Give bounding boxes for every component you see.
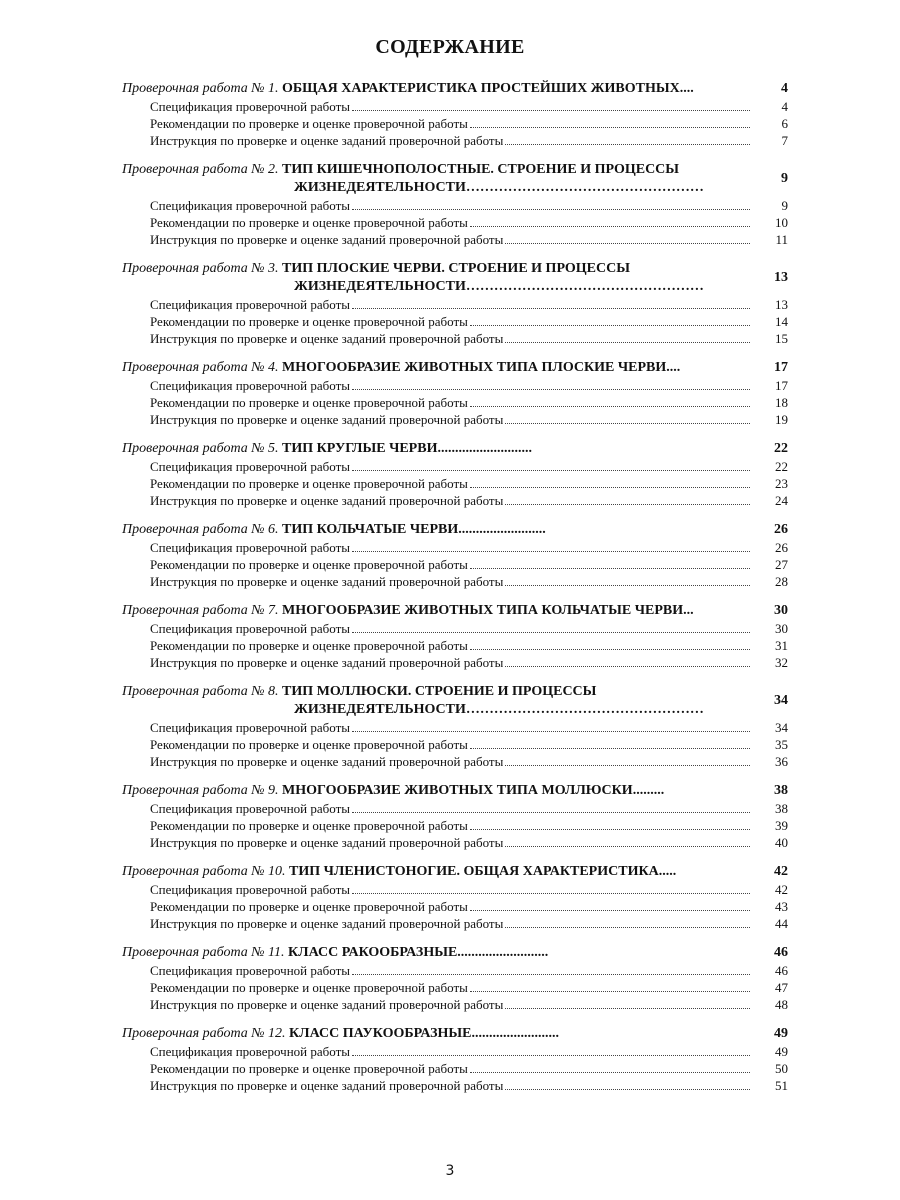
- entry-text: Рекомендации по проверке и оценке проверочной работы: [150, 314, 468, 329]
- entry-page: 14: [775, 314, 788, 329]
- toc-section-heading[interactable]: [122, 863, 788, 881]
- dot-leader: ……………………………………………: [465, 702, 704, 717]
- dot-leader: .........................: [458, 522, 546, 537]
- dot-leader: [470, 1072, 750, 1073]
- entry-text: Спецификация проверочной работы: [150, 378, 351, 393]
- toc-section: [122, 260, 788, 347]
- entry-text: Рекомендации по проверке и оценке проверочной работы: [150, 116, 468, 131]
- entry-text: Рекомендации по проверке и оценке проверочной работы: [150, 638, 468, 653]
- entry-page: 43: [775, 899, 788, 914]
- toc-entry[interactable]: [122, 719, 788, 736]
- section-page: 46: [774, 945, 788, 960]
- section-name: КЛАСС ПАУКООБРАЗНЫЕ: [289, 1026, 472, 1041]
- toc-section-heading[interactable]: [122, 440, 788, 458]
- toc-section-heading[interactable]: [122, 260, 788, 296]
- entry-page: 11: [775, 232, 788, 247]
- entry-page: 36: [775, 754, 788, 769]
- entry-text: Рекомендации по проверке и оценке проверочной работы: [150, 980, 468, 995]
- dot-leader: .........................: [471, 1026, 560, 1041]
- dot-leader: [470, 991, 750, 992]
- toc-entry[interactable]: [122, 817, 788, 834]
- dot-leader: [505, 765, 750, 766]
- entry-text: Рекомендации по проверке и оценке проверочной работы: [150, 899, 468, 914]
- entry-text: Инструкция по проверке и оценке заданий проверочной работы: [150, 133, 504, 148]
- entry-page: 6: [781, 116, 788, 131]
- toc-entry[interactable]: [122, 214, 788, 231]
- toc-section-heading[interactable]: [122, 683, 788, 719]
- dot-leader: ……………………………………………: [465, 180, 704, 195]
- section-page: 42: [774, 864, 788, 879]
- entry-page: 4: [781, 99, 788, 114]
- entry-page: 28: [775, 574, 788, 589]
- entry-page: 42: [775, 882, 788, 897]
- dot-leader: [470, 406, 750, 407]
- section-name: МНОГООБРАЗИЕ ЖИВОТНЫХ ТИПА КОЛЬЧАТЫЕ ЧЕРВИ: [282, 603, 684, 618]
- section-label: Проверочная работа № 10.: [122, 864, 286, 879]
- entry-page: 35: [775, 737, 788, 752]
- dot-leader: [352, 632, 750, 633]
- table-of-contents: [122, 80, 788, 1106]
- entry-text: Спецификация проверочной работы: [150, 621, 351, 636]
- section-label: Проверочная работа № 5.: [122, 441, 279, 456]
- toc-entry[interactable]: [122, 492, 788, 509]
- dot-leader: [470, 325, 750, 326]
- section-name: МНОГООБРАЗИЕ ЖИВОТНЫХ ТИПА МОЛЛЮСКИ: [282, 783, 633, 798]
- section-page: 26: [774, 522, 788, 537]
- entry-text: Рекомендации по проверке и оценке проверочной работы: [150, 476, 468, 491]
- toc-entry[interactable]: [122, 573, 788, 590]
- toc-entry[interactable]: [122, 654, 788, 671]
- dot-leader: [352, 209, 750, 210]
- section-name-continued: ЖИЗНЕДЕЯТЕЛЬНОСТИ: [294, 279, 466, 294]
- entry-page: 30: [775, 621, 788, 636]
- section-label: Проверочная работа № 11.: [122, 945, 285, 960]
- entry-text: Рекомендации по проверке и оценке проверочной работы: [150, 737, 468, 752]
- section-name-continued: ЖИЗНЕДЕЯТЕЛЬНОСТИ: [294, 702, 466, 717]
- dot-leader: [505, 1008, 750, 1009]
- section-page: 4: [781, 81, 788, 96]
- section-page: 17: [774, 360, 788, 375]
- entry-text: Инструкция по проверке и оценке заданий проверочной работы: [150, 232, 504, 247]
- dot-leader: [352, 308, 750, 309]
- section-label: Проверочная работа № 1.: [122, 81, 279, 96]
- entry-page: 50: [775, 1061, 788, 1076]
- entry-page: 46: [775, 963, 788, 978]
- section-name: КЛАСС РАКООБРАЗНЫЕ: [287, 945, 458, 960]
- dot-leader: [352, 974, 750, 975]
- entry-page: 27: [775, 557, 788, 572]
- section-page: 38: [774, 783, 788, 798]
- entry-page: 13: [775, 297, 788, 312]
- dot-leader: [470, 127, 750, 128]
- entry-text: Спецификация проверочной работы: [150, 297, 351, 312]
- toc-entry[interactable]: [122, 753, 788, 770]
- dot-leader: ...: [683, 603, 694, 618]
- toc-entry[interactable]: [122, 979, 788, 996]
- section-name: ТИП МОЛЛЮСКИ. СТРОЕНИЕ И ПРОЦЕССЫ: [282, 684, 597, 699]
- toc-entry[interactable]: [122, 996, 788, 1013]
- dot-leader: [352, 110, 750, 111]
- entry-page: 47: [775, 980, 788, 995]
- entry-text: Спецификация проверочной работы: [150, 963, 351, 978]
- toc-entry[interactable]: [122, 1077, 788, 1094]
- dot-leader: ....: [666, 360, 681, 375]
- toc-entry[interactable]: [122, 377, 788, 394]
- entry-page: 7: [781, 133, 788, 148]
- toc-section: [122, 602, 788, 671]
- section-name: ОБЩАЯ ХАРАКТЕРИСТИКА ПРОСТЕЙШИХ ЖИВОТНЫХ: [282, 81, 680, 96]
- page-title: СОДЕРЖАНИЕ: [375, 36, 525, 58]
- toc-section-heading[interactable]: [122, 161, 788, 197]
- entry-text: Инструкция по проверке и оценке заданий проверочной работы: [150, 655, 504, 670]
- entry-text: Спецификация проверочной работы: [150, 198, 351, 213]
- entry-text: Спецификация проверочной работы: [150, 882, 351, 897]
- entry-text: Спецификация проверочной работы: [150, 1044, 351, 1059]
- section-name: ТИП ПЛОСКИЕ ЧЕРВИ. СТРОЕНИЕ И ПРОЦЕССЫ: [282, 261, 630, 276]
- dot-leader: [505, 342, 750, 343]
- entry-page: 17: [775, 378, 788, 393]
- entry-page: 51: [775, 1078, 788, 1093]
- toc-section-heading[interactable]: [122, 521, 788, 539]
- entry-page: 22: [775, 459, 788, 474]
- section-label: Проверочная работа № 12.: [122, 1026, 286, 1041]
- toc-section: [122, 1025, 788, 1094]
- dot-leader: [470, 226, 750, 227]
- section-name: ТИП ЧЛЕНИСТОНОГИЕ. ОБЩАЯ ХАРАКТЕРИСТИКА: [289, 864, 659, 879]
- toc-entry[interactable]: [122, 556, 788, 573]
- dot-leader: [352, 731, 750, 732]
- toc-entry[interactable]: [122, 620, 788, 637]
- toc-entry[interactable]: [122, 458, 788, 475]
- dot-leader: [352, 893, 750, 894]
- section-page: 9: [781, 171, 788, 186]
- toc-section: [122, 782, 788, 851]
- toc-entry[interactable]: [122, 115, 788, 132]
- toc-section: [122, 944, 788, 1013]
- section-name: ТИП КОЛЬЧАТЫЕ ЧЕРВИ: [282, 522, 459, 537]
- dot-leader: ……………………………………………: [465, 279, 704, 294]
- toc-entry[interactable]: [122, 539, 788, 556]
- toc-section: [122, 521, 788, 590]
- section-page: 22: [774, 441, 788, 456]
- entry-page: 34: [775, 720, 788, 735]
- entry-page: 31: [775, 638, 788, 653]
- toc-section: [122, 80, 788, 149]
- toc-section-heading[interactable]: [122, 1025, 788, 1043]
- section-name-continued: ЖИЗНЕДЕЯТЕЛЬНОСТИ: [294, 180, 466, 195]
- dot-leader: [352, 389, 750, 390]
- dot-leader: [505, 666, 750, 667]
- dot-leader: [505, 927, 750, 928]
- dot-leader: ....: [679, 81, 694, 96]
- entry-text: Рекомендации по проверке и оценке проверочной работы: [150, 818, 468, 833]
- entry-text: Инструкция по проверке и оценке заданий проверочной работы: [150, 835, 504, 850]
- toc-entry[interactable]: [122, 231, 788, 248]
- toc-entry[interactable]: [122, 394, 788, 411]
- entry-text: Рекомендации по проверке и оценке проверочной работы: [150, 215, 468, 230]
- entry-text: Инструкция по проверке и оценке заданий проверочной работы: [150, 1078, 504, 1093]
- dot-leader: [505, 846, 750, 847]
- dot-leader: ...........................: [437, 441, 532, 456]
- entry-page: 9: [781, 198, 788, 213]
- entry-page: 32: [775, 655, 788, 670]
- toc-section: [122, 683, 788, 770]
- dot-leader: [505, 423, 750, 424]
- dot-leader: [470, 568, 750, 569]
- entry-text: Инструкция по проверке и оценке заданий проверочной работы: [150, 574, 504, 589]
- entry-page: 18: [775, 395, 788, 410]
- toc-section-heading[interactable]: [122, 782, 788, 800]
- entry-page: 40: [775, 835, 788, 850]
- entry-page: 38: [775, 801, 788, 816]
- toc-entry[interactable]: [122, 962, 788, 979]
- dot-leader: [505, 144, 750, 145]
- entry-page: 49: [775, 1044, 788, 1059]
- dot-leader: [505, 504, 750, 505]
- section-page: 30: [774, 603, 788, 618]
- dot-leader: [505, 585, 750, 586]
- entry-page: 19: [775, 412, 788, 427]
- entry-page: 44: [775, 916, 788, 931]
- section-label: Проверочная работа № 4.: [122, 360, 279, 375]
- entry-text: Рекомендации по проверке и оценке проверочной работы: [150, 557, 468, 572]
- toc-section-heading[interactable]: [122, 602, 788, 620]
- entry-text: Инструкция по проверке и оценке заданий проверочной работы: [150, 412, 504, 427]
- entry-text: Рекомендации по проверке и оценке проверочной работы: [150, 395, 468, 410]
- dot-leader: [470, 748, 750, 749]
- toc-entry[interactable]: [122, 736, 788, 753]
- dot-leader: ..........................: [457, 945, 549, 960]
- entry-text: Инструкция по проверке и оценке заданий проверочной работы: [150, 916, 504, 931]
- entry-page: 15: [775, 331, 788, 346]
- section-label: Проверочная работа № 3.: [122, 261, 279, 276]
- section-name: ТИП КРУГЛЫЕ ЧЕРВИ: [282, 441, 438, 456]
- section-label: Проверочная работа № 6.: [122, 522, 279, 537]
- section-name: ТИП КИШЕЧНОПОЛОСТНЫЕ. СТРОЕНИЕ И ПРОЦЕССЫ: [282, 162, 680, 177]
- entry-page: 10: [775, 215, 788, 230]
- toc-section: [122, 440, 788, 509]
- toc-entry[interactable]: [122, 898, 788, 915]
- entry-text: Рекомендации по проверке и оценке проверочной работы: [150, 1061, 468, 1076]
- entry-text: Инструкция по проверке и оценке заданий проверочной работы: [150, 331, 504, 346]
- section-label: Проверочная работа № 8.: [122, 684, 279, 699]
- dot-leader: [470, 910, 750, 911]
- dot-leader: [470, 649, 750, 650]
- section-page: 49: [774, 1026, 788, 1041]
- dot-leader: [352, 1055, 750, 1056]
- section-label: Проверочная работа № 9.: [122, 783, 279, 798]
- section-page: 13: [774, 270, 788, 285]
- dot-leader: [352, 551, 750, 552]
- dot-leader: [470, 487, 750, 488]
- toc-entry[interactable]: [122, 330, 788, 347]
- entry-page: 24: [775, 493, 788, 508]
- toc-entry[interactable]: [122, 1060, 788, 1077]
- section-label: Проверочная работа № 7.: [122, 603, 279, 618]
- entry-text: Инструкция по проверке и оценке заданий проверочной работы: [150, 493, 504, 508]
- entry-text: Спецификация проверочной работы: [150, 540, 351, 555]
- entry-text: Спецификация проверочной работы: [150, 720, 351, 735]
- toc-section: [122, 359, 788, 428]
- toc-section-heading[interactable]: [122, 80, 788, 98]
- section-name: МНОГООБРАЗИЕ ЖИВОТНЫХ ТИПА ПЛОСКИЕ ЧЕРВИ: [282, 360, 667, 375]
- toc-section: [122, 161, 788, 248]
- dot-leader: .....: [658, 864, 677, 879]
- toc-entry[interactable]: [122, 834, 788, 851]
- entry-text: Инструкция по проверке и оценке заданий проверочной работы: [150, 997, 504, 1012]
- dot-leader: [352, 470, 750, 471]
- toc-section-heading[interactable]: [122, 359, 788, 377]
- toc-entry[interactable]: [122, 475, 788, 492]
- toc-entry[interactable]: [122, 411, 788, 428]
- dot-leader: [505, 243, 750, 244]
- entry-text: Спецификация проверочной работы: [150, 459, 351, 474]
- entry-page: 39: [775, 818, 788, 833]
- entry-page: 48: [775, 997, 788, 1012]
- entry-text: Инструкция по проверке и оценке заданий проверочной работы: [150, 754, 504, 769]
- toc-section: [122, 863, 788, 932]
- toc-entry[interactable]: [122, 296, 788, 313]
- toc-entry[interactable]: [122, 637, 788, 654]
- section-page: 34: [774, 693, 788, 708]
- section-label: Проверочная работа № 2.: [122, 162, 279, 177]
- toc-entry[interactable]: [122, 915, 788, 932]
- entry-text: Спецификация проверочной работы: [150, 801, 351, 816]
- toc-entry[interactable]: [122, 1043, 788, 1060]
- entry-page: 23: [775, 476, 788, 491]
- dot-leader: [352, 812, 750, 813]
- toc-entry[interactable]: [122, 197, 788, 214]
- entry-text: Спецификация проверочной работы: [150, 99, 351, 114]
- toc-entry[interactable]: [122, 98, 788, 115]
- page-number: 3: [445, 1163, 455, 1179]
- toc-entry[interactable]: [122, 132, 788, 149]
- dot-leader: [470, 829, 750, 830]
- dot-leader: [505, 1089, 750, 1090]
- dot-leader: .........: [632, 783, 665, 798]
- toc-section-heading[interactable]: [122, 944, 788, 962]
- toc-entry[interactable]: [122, 881, 788, 898]
- entry-page: 26: [775, 540, 788, 555]
- toc-entry[interactable]: [122, 800, 788, 817]
- toc-entry[interactable]: [122, 313, 788, 330]
